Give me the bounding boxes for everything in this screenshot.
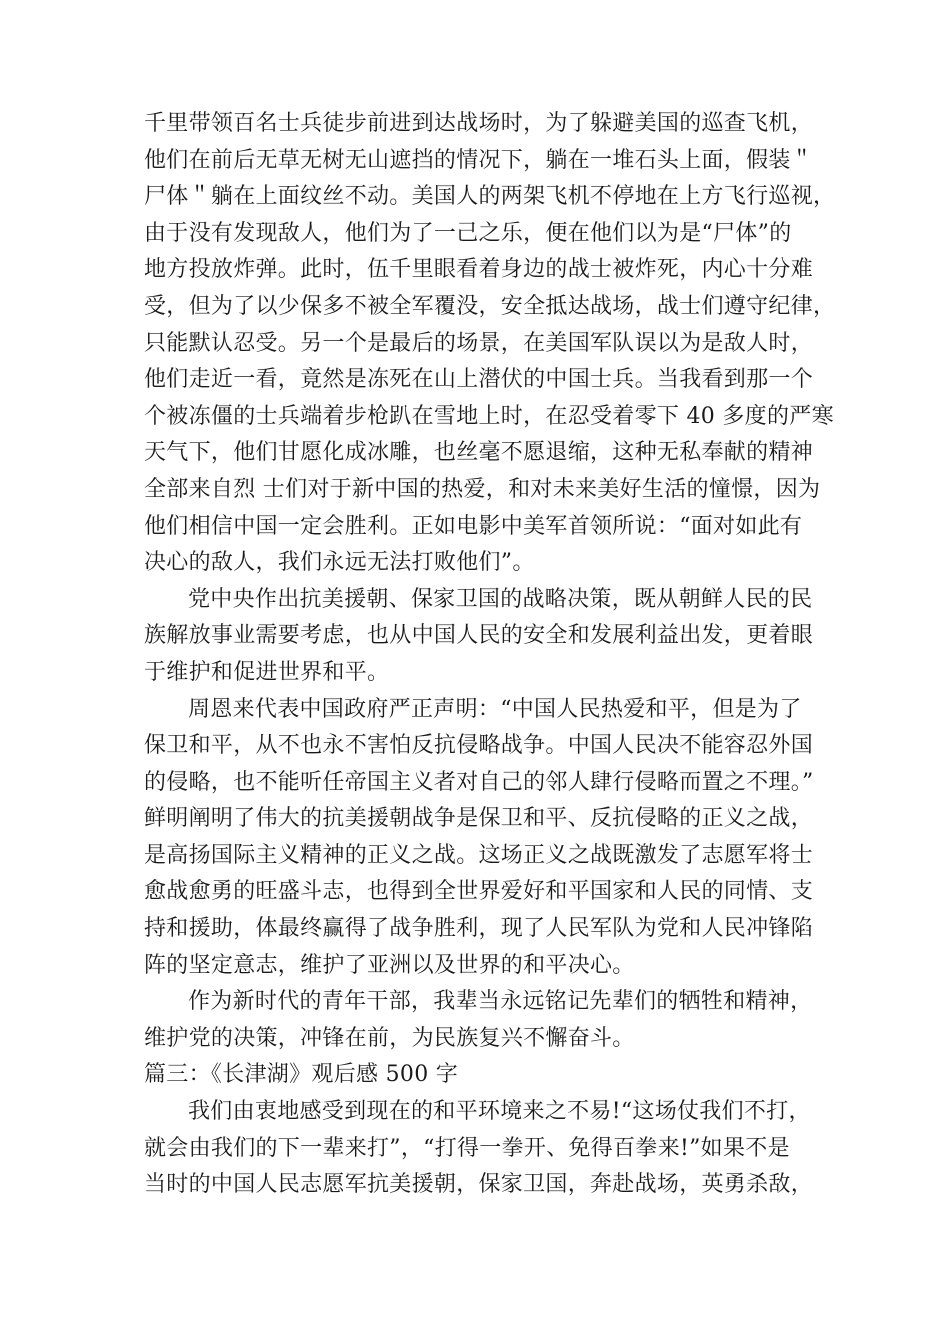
- paragraph-first-line: 我们由衷地感受到现在的和平环境来之不易!“这场仗我们不打，: [188, 1099, 811, 1125]
- text-line: 愈战愈勇的旺盛斗志，也得到全世界爱好和平国家和人民的同情、支: [144, 879, 814, 905]
- body-text: [144, 106, 836, 1204]
- text-line: 维护党的决策，冲锋在前，为民族复兴不懈奋斗。: [144, 1025, 635, 1051]
- text-line: 由于没有发现敌人，他们为了一己之乐，便在他们以为是“尸体”的: [144, 220, 792, 246]
- text-line: 鲜明阐明了伟大的抗美援朝战争是保卫和平、反抗侵略的正义之战，: [144, 806, 814, 832]
- text-line: 保卫和平，从不也永不害怕反抗侵略战争。中国人民决不能容忍外国: [144, 733, 814, 759]
- text-line: 决心的敌人，我们永远无法打败他们”。: [144, 550, 535, 576]
- text-line: 他们相信中国一定会胜利。正如电影中美军首领所说：“面对如此有: [144, 513, 803, 539]
- text-line: 个被冻僵的士兵端着步枪趴在雪地上时，在忍受着零下 40 多度的严寒: [144, 403, 834, 429]
- text-line: 尸体＂躺在上面纹丝不动。美国人的两架飞机不停地在上方飞行巡视，: [144, 184, 836, 210]
- text-line: 持和援助，体最终赢得了战争胜利，现了人民军队为党和人民冲锋陷: [144, 916, 814, 942]
- text-line: 受，但为了以少保多不被全军覆没，安全抵达战场，战士们遵守纪律，: [144, 293, 836, 319]
- text-line: 他们在前后无草无树无山遮挡的情况下，躺在一堆石头上面，假装＂: [144, 147, 814, 173]
- text-line: 天气下，他们甘愿化成冰雕，也丝毫不愿退缩，这种无私奉献的精神: [144, 440, 814, 466]
- text-line: 就会由我们的下一辈来打”，“打得一拳开、免得百拳来!”如果不是: [144, 1135, 790, 1161]
- text-line: 他们走近一看，竟然是冻死在山上潜伏的中国士兵。当我看到那一个: [144, 367, 814, 393]
- text-line: 当时的中国人民志愿军抗美援朝，保家卫国，奔赴战场，英勇杀敌，: [144, 1172, 814, 1198]
- paragraph-first-line: 党中央作出抗美援朝、保家卫国的战略决策，既从朝鲜人民的民: [188, 586, 813, 612]
- paragraph-first-line: 周恩来代表中国政府严正声明：“中国人民热爱和平，但是为了: [188, 696, 802, 722]
- text-line: 只能默认忍受。另一个是最后的场景，在美国军队误以为是敌人时，: [144, 330, 814, 356]
- text-line: 的侵略，也不能听任帝国主义者对自己的邻人肆行侵略而置之不理。”: [144, 769, 814, 795]
- section-heading: 篇三：《长津湖》观后感 500 字: [144, 1062, 459, 1088]
- text-line: 阵的坚定意志，维护了亚洲以及世界的和平决心。: [144, 952, 635, 978]
- text-line: 于维护和促进世界和平。: [144, 659, 390, 685]
- text-line: 地方投放炸弹。此时，伍千里眼看着身边的战士被炸死，内心十分难: [144, 257, 814, 283]
- text-line: 是高扬国际主义精神的正义之战。这场正义之战既激发了志愿军将士: [144, 842, 814, 868]
- text-line: 全部来自烈 士们对于新中国的热爱，和对未来美好生活的憧憬，因为: [144, 476, 821, 502]
- paragraph-first-line: 作为新时代的青年干部，我辈当永远铭记先辈们的牺牲和精神，: [188, 989, 813, 1015]
- text-line: 族解放事业需要考虑，也从中国人民的安全和发展利益出发，更着眼: [144, 623, 814, 649]
- text-line: 千里带领百名士兵徒步前进到达战场时，为了躲避美国的巡查飞机，: [144, 111, 814, 136]
